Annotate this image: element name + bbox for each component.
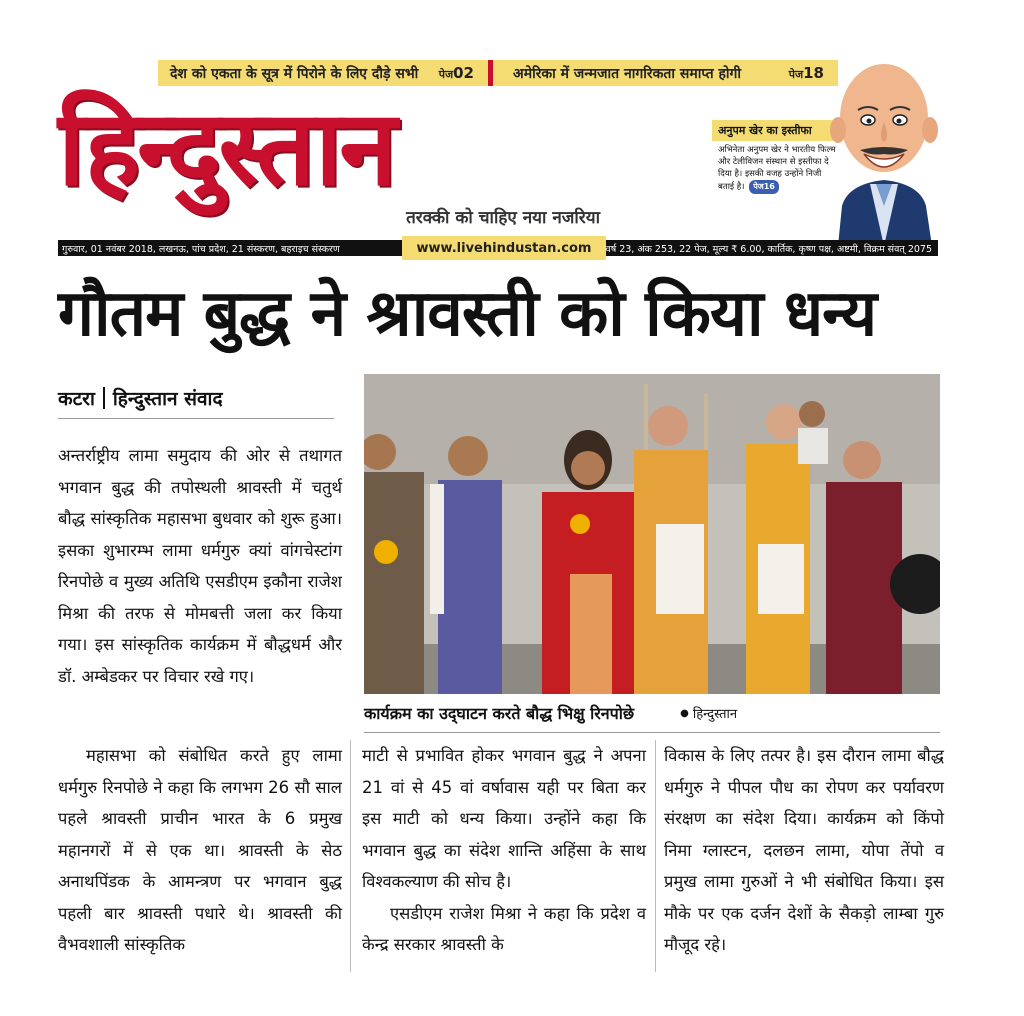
masthead-logo: हिन्दुस्तान — [58, 86, 394, 209]
column-divider-2 — [655, 740, 656, 972]
photo-person-3-face — [571, 451, 605, 485]
teaser-1-page-prefix: पेज — [438, 68, 454, 81]
article-paragraph-2: महासभा को संबोधित करते हुए लामा धर्मगुरु रिनपोछे ने कहा कि लगभग 26 सौ साल पहले श्रावस्ती प्राचीन भारत के 6 प्रमुख महानगरों में से एक था। श्रावस्ती के सेठ अनाथपिंडक के आमन्त्रण पर भगवान बुद्ध पहली बार श्रावस्ती पधारे थे। श्रावस्ती की वैभवशाली सांस्कृतिक — [58, 746, 342, 954]
caricature-illustration — [828, 56, 940, 246]
caricature-ear-left — [830, 117, 846, 143]
byline-rule — [58, 418, 334, 419]
photo-person-6-head — [843, 441, 881, 479]
date-bar — [58, 240, 938, 256]
promo-body — [712, 141, 840, 194]
photo-caption — [364, 698, 940, 728]
date-left: गुरुवार, 01 नवंबर 2018, लखनऊ, पांच प्रदेश, 21 संस्करण, बहराइच संस्करण — [62, 243, 340, 255]
article-column-2 — [362, 740, 646, 961]
teaser-2-page-prefix: पेज — [788, 68, 804, 81]
article-column-3 — [664, 740, 944, 961]
teaser-2-page — [789, 64, 824, 82]
teaser-strip — [158, 60, 838, 86]
byline-place: कटरा — [58, 388, 95, 410]
photo-person-5-head — [766, 404, 802, 440]
photo-person-7-head — [799, 401, 825, 427]
teaser-2[interactable] — [488, 60, 838, 86]
article-column-1-bottom — [58, 740, 342, 961]
photo-person-4-head — [648, 406, 688, 446]
column-divider-1 — [350, 740, 351, 972]
photo-person-7-shirt — [798, 428, 828, 464]
teaser-2-text: अमेरिका में जन्मजात नागरिकता समाप्त होगी — [513, 65, 742, 82]
promo-body-text: अभिनेता अनुपम खेर ने भारतीय फिल्म और टेलीविजन संस्थान से इस्तीफा दे दिया है। इसकी वजह उन्होंने निजी बताई है। — [718, 145, 836, 192]
headline: गौतम बुद्ध ने श्रावस्ती को किया धन्य — [58, 277, 877, 351]
masthead-tagline: तरक्की को चाहिए नया नजरिया — [406, 208, 600, 228]
date-right: वर्ष 23, अंक 253, 22 पेज, मूल्य ₹ 6.00, कार्तिक, कृष्ण पक्ष, अष्टमी, विक्रम संवत् 2075 — [605, 243, 932, 255]
photo-person-2-vest — [438, 480, 502, 694]
teaser-1-page — [439, 64, 474, 82]
photo-caption-text: कार्यक्रम का उद्‌घाटन करते बौद्ध भिक्षु रिनपोछे — [364, 704, 635, 723]
caricature-head — [840, 64, 928, 172]
article-paragraph-4: एसडीएम राजेश मिश्रा ने कहा कि प्रदेश व केन्द्र सरकार श्रावस्ती के — [362, 903, 646, 954]
promo-page-badge[interactable]: पेज16 — [749, 180, 779, 194]
photo-person-1-body — [364, 472, 424, 694]
caption-rule — [364, 732, 940, 733]
article-paragraph-5: विकास के लिए तत्पर है। इस दौरान लामा बौद्ध धर्मगुरु ने पीपल पौध का रोपण कर पर्यावरण संरक्षण का संदेश दिया। कार्यक्रम को किंपो निमा ग्लास्टन, दलछन लामा, योपा तेंपो व प्रमुख लामा गुरुओं ने भी संबोधित किया। इस मौके पर एक दर्जन देशों के सैकड़ो लाम्बा गुरु मौजूद रहे। — [664, 746, 944, 954]
photo-credit: ● हिन्दुस्तान — [680, 704, 737, 722]
teaser-1[interactable] — [158, 60, 488, 86]
masthead — [58, 88, 618, 230]
photo-person-2-head — [448, 436, 488, 476]
article-column-1-top — [58, 440, 342, 692]
photo-person-2-sleeve — [430, 484, 444, 614]
byline-separator — [103, 387, 105, 409]
article-paragraph-3: माटी से प्रभावित होकर भगवान बुद्ध ने अपना 21 वां से 45 वां वर्षावास यही पर बिता कर इस माटी को धन्य किया। उन्होंने कहा कि भगवान बुद्ध का संदेश शान्ति अहिंसा के साथ विश्वकल्याण की सोच है। — [362, 746, 646, 891]
caricature-ear-right — [922, 117, 938, 143]
caricature-pupil-right — [897, 119, 902, 124]
photo-person-3-inner — [570, 574, 612, 694]
teaser-1-text: देश को एकता के सूत्र में पिरोने के लिए दौड़े सभी — [170, 65, 419, 82]
promo-heading: अनुपम खेर का इस्तीफा — [712, 120, 840, 141]
website-link[interactable]: www.livehindustan.com — [402, 236, 606, 260]
teaser-1-page-num: 02 — [453, 64, 474, 82]
byline — [58, 380, 358, 416]
photo-person-4-scarf — [656, 524, 704, 614]
teaser-2-page-num: 18 — [803, 64, 824, 82]
caricature-pupil-left — [867, 119, 872, 124]
photo-person-5-cloth — [758, 544, 804, 614]
promo-box[interactable] — [712, 120, 840, 200]
photo-badge-2 — [570, 514, 590, 534]
event-photo[interactable] — [364, 374, 940, 694]
byline-source: हिन्दुस्तान संवाद — [112, 388, 223, 410]
photo-badge-1 — [374, 540, 398, 564]
article-paragraph-1: अन्तर्राष्ट्रीय लामा समुदाय की ओर से तथागत भगवान बुद्ध की तपोस्थली श्रावस्ती में चतुर्थ बौद्ध सांस्कृतिक महासभा बुधवार को शुरू हुआ। इसका शुभारम्भ लामा धर्मगुरु क्यां वांगचेस्टांग रिनपोछे व मुख्य अतिथि एसडीएम इकौना राजेश मिश्रा की तरफ से मोमबत्ती जला कर किया गया। इस सांस्कृतिक कार्यक्रम में बौद्धधर्म और डॉ. अम्बेडकर पर विचार रखे गए। — [58, 446, 342, 686]
